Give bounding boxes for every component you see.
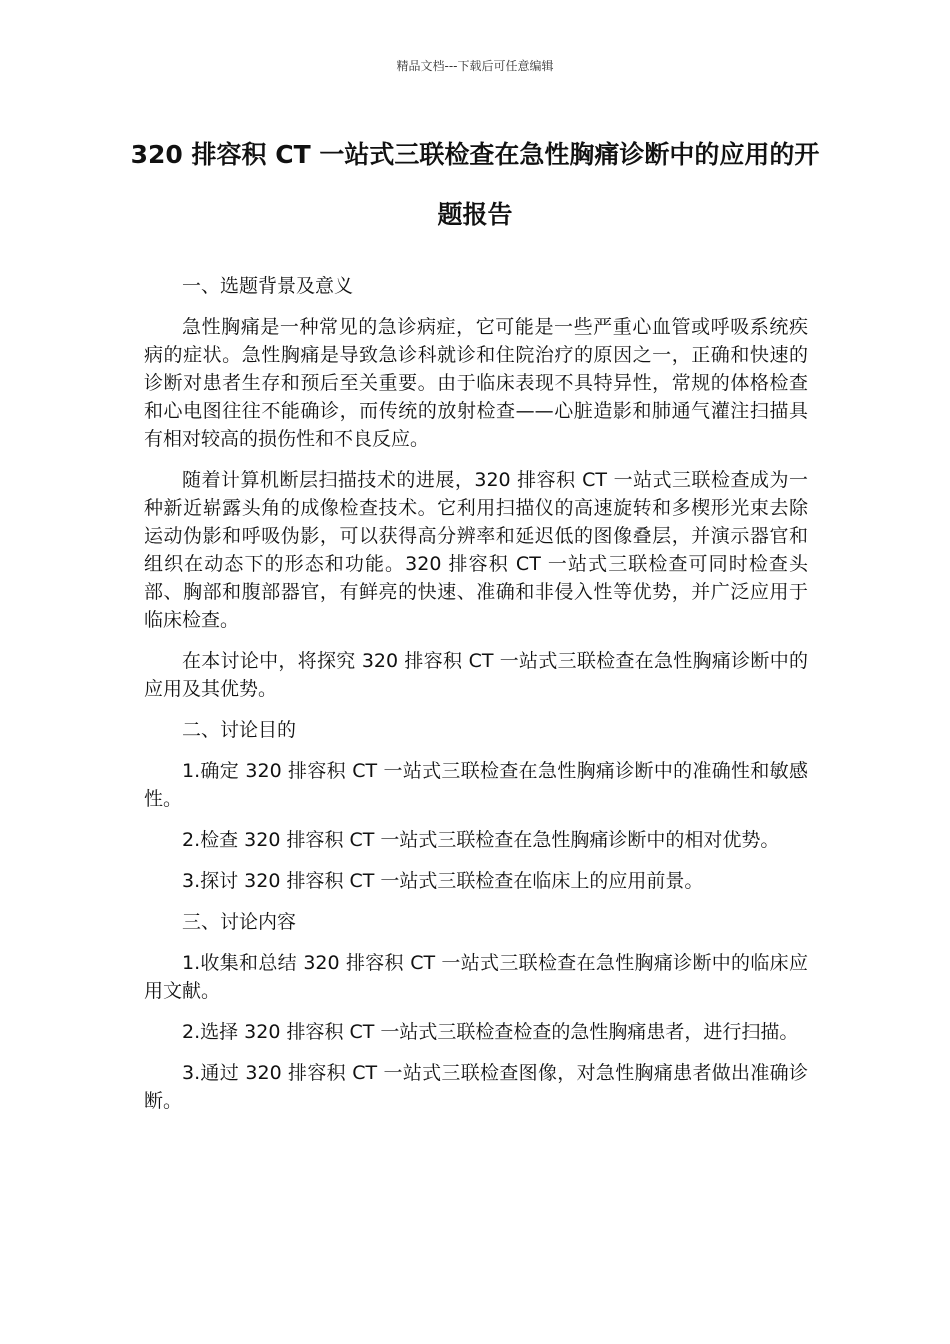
list-item: 1.确定 320 排容积 CT 一站式三联检查在急性胸痛诊断中的准确性和敏感性。	[144, 760, 808, 810]
list-item: 3.探讨 320 排容积 CT 一站式三联检查在临床上的应用前景。	[182, 870, 704, 892]
paragraph: 在本讨论中，将探究 320 排容积 CT 一站式三联检查在急性胸痛诊断中的应用及其优势。	[144, 650, 808, 700]
section-heading-content: 三、讨论内容	[182, 911, 297, 933]
paragraph: 随着计算机断层扫描技术的进展，320 排容积 CT 一站式三联检查成为一种新近崭露头角的成像检查技术。它利用扫描仪的高速旋转和多楔形光束去除运动伪影和呼吸伪影，可以获得高分辨率和延迟低的图像叠层，并演示器官和组织在动态下的形态和功能。320 排容积 CT 一站式三联检查可同时检查头部、胸部和腹部器官，有鲜亮的快速、准确和非侵入性等优势，并广泛应用于临床检查。	[144, 469, 808, 631]
list-item: 1.收集和总结 320 排容积 CT 一站式三联检查在急性胸痛诊断中的临床应用文献。	[144, 952, 808, 1002]
list-item: 2.检查 320 排容积 CT 一站式三联检查在急性胸痛诊断中的相对优势。	[182, 829, 780, 851]
document-title: 320 排容积 CT 一站式三联检查在急性胸痛诊断中的应用的开题报告	[130, 140, 820, 229]
paragraph: 急性胸痛是一种常见的急诊病症，它可能是一些严重心血管或呼吸系统疾病的症状。急性胸痛是导致急诊科就诊和住院治疗的原因之一，正确和快速的诊断对患者生存和预后至关重要。由于临床表现不具特异性，常规的体格检查和心电图往往不能确诊，而传统的放射检查——心脏造影和肺通气灌注扫描具有相对较高的损伤性和不良反应。	[144, 316, 808, 450]
section-heading-objectives: 二、讨论目的	[182, 719, 297, 741]
list-item: 2.选择 320 排容积 CT 一站式三联检查检查的急性胸痛患者，进行扫描。	[182, 1021, 799, 1043]
list-item: 3.通过 320 排容积 CT 一站式三联检查图像，对急性胸痛患者做出准确诊断。	[144, 1062, 808, 1112]
page-header-note: 精品文档---下载后可任意编辑	[396, 59, 554, 73]
section-heading-background: 一、选题背景及意义	[182, 275, 354, 297]
document-body	[144, 272, 808, 1128]
